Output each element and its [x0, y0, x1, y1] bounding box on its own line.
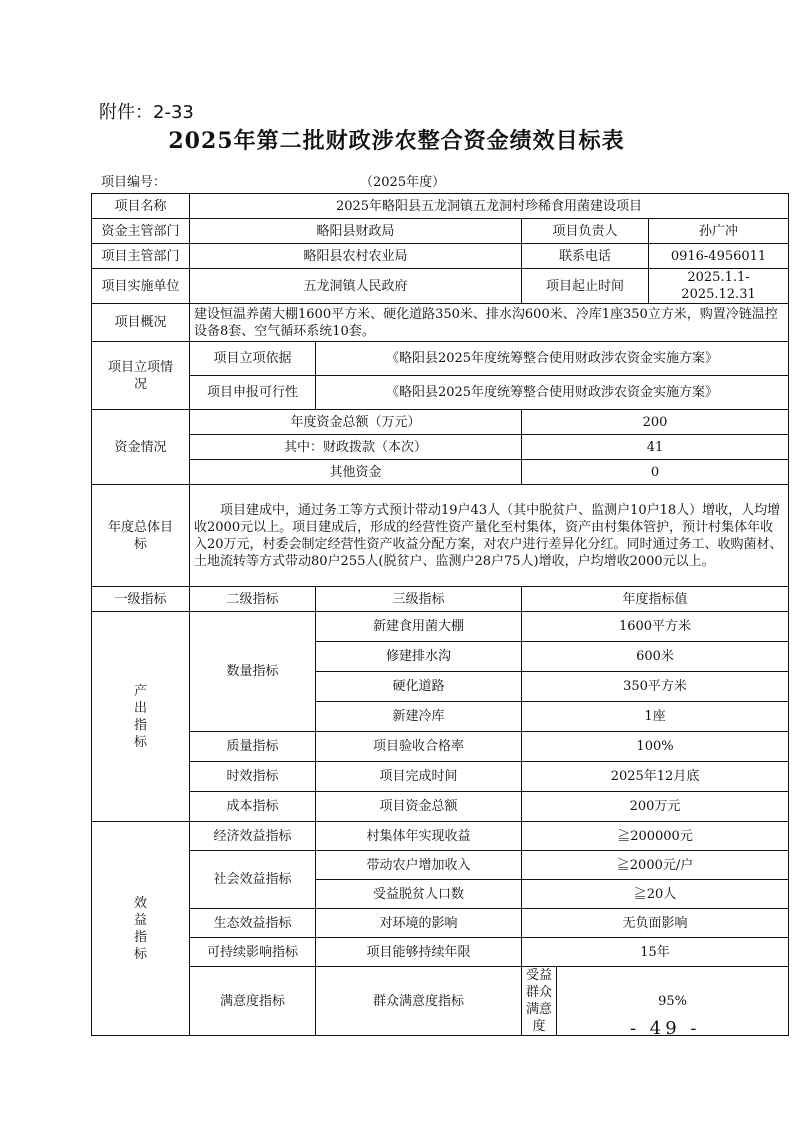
funds-total-value: 200	[522, 410, 789, 435]
sustain-indicator-label: 可持续影响指标	[190, 938, 316, 967]
cost-indicator-label: 成本指标	[190, 792, 316, 822]
indicator-name: 对环境的影响	[316, 909, 522, 938]
indicator-name: 受益脱贫人口数	[316, 880, 522, 909]
overview-label: 项目概况	[92, 304, 190, 342]
basis-value: 《略阳县2025年度统筹整合使用财政涉农资金实施方案》	[316, 342, 789, 376]
owner-label: 项目负责人	[522, 219, 649, 244]
table-row	[92, 194, 789, 219]
indicator-value: 200万元	[522, 792, 789, 822]
table-row	[92, 304, 789, 342]
project-name-label: 项目名称	[92, 194, 190, 219]
indicator-value: 15年	[522, 938, 789, 967]
indicator-name: 新建冷库	[316, 702, 522, 732]
table-row	[92, 219, 789, 244]
benefit-indicator-label: 效益指标	[92, 822, 190, 1036]
funds-total-label: 年度资金总额（万元）	[190, 410, 522, 435]
table-row	[92, 244, 789, 269]
indicator-name: 受益群众满意度	[522, 967, 557, 1036]
table-row	[92, 612, 789, 642]
indicator-value: 无负面影响	[522, 909, 789, 938]
owner-value: 孙广冲	[649, 219, 789, 244]
indicator-value: 600米	[522, 642, 789, 672]
indicator-name: 新建食用菌大棚	[316, 612, 522, 642]
funds-other-label: 其他资金	[190, 460, 522, 485]
approval-label: 项目立项情 况	[92, 342, 190, 410]
header-level1: 一级指标	[92, 587, 190, 612]
proj-dept-label: 项目主管部门	[92, 244, 190, 269]
economic-indicator-label: 经济效益指标	[190, 822, 316, 851]
indicator-name: 村集体年实现收益	[316, 822, 522, 851]
goal-label: 年度总体目 标	[92, 485, 190, 587]
proj-dept-value: 略阳县农村农业局	[190, 244, 522, 269]
indicator-value: ≧20人	[522, 880, 789, 909]
goal-value: 项目建成中，通过务工等方式预计带动19户43人（其中脱贫户、监测户10户18人）增收，人均增收2000元以上。项目建成后，形成的经营性资产量化至村集体，资产由村集体管护，预计村集体年收入20万元，村委会制定经营性资产收益分配方案，对农户进行差异化分红。同时通过务工、收购菌材、土地流转等方式带动80户255人(脱贫户、监测户28户75人)增收，户均增收2000元以上。	[190, 485, 789, 587]
table-row	[92, 792, 789, 822]
indicator-name: 项目资金总额	[316, 792, 522, 822]
satisfaction-sub-label: 群众满意度指标	[316, 967, 522, 1036]
indicator-value: 2025年12月底	[522, 762, 789, 792]
table-row	[92, 485, 789, 587]
year-label: （2025年度）	[360, 175, 446, 190]
table-row	[92, 732, 789, 762]
indicator-value: 95%	[557, 967, 789, 1036]
basis-label: 项目立项依据	[190, 342, 316, 376]
fund-dept-value: 略阳县财政局	[190, 219, 522, 244]
feasibility-value: 《略阳县2025年度统筹整合使用财政涉农资金实施方案》	[316, 376, 789, 410]
funds-other-value: 0	[522, 460, 789, 485]
table-row	[92, 909, 789, 938]
table-row	[92, 410, 789, 435]
project-number-label: 项目编号：	[101, 175, 167, 190]
indicator-value: ≧200000元	[522, 822, 789, 851]
quality-indicator-label: 质量指标	[190, 732, 316, 762]
project-name-value: 2025年略阳县五龙洞镇五龙洞村珍稀食用菌建设项目	[190, 194, 789, 219]
indicator-value: 350平方米	[522, 672, 789, 702]
indicator-value: 1600平方米	[522, 612, 789, 642]
timeliness-indicator-label: 时效指标	[190, 762, 316, 792]
header-level3: 三级指标	[316, 587, 522, 612]
table-row	[92, 762, 789, 792]
attachment-label: 附件：2-33	[99, 102, 194, 123]
table-row	[92, 342, 789, 376]
page-number: - 49 -	[630, 1018, 701, 1039]
indicator-value: 1座	[522, 702, 789, 732]
indicator-value: 100%	[522, 732, 789, 762]
fund-dept-label: 资金主管部门	[92, 219, 190, 244]
indicator-name: 带动农户增加收入	[316, 851, 522, 880]
table-row	[92, 938, 789, 967]
indicator-name: 硬化道路	[316, 672, 522, 702]
funds-label: 资金情况	[92, 410, 190, 485]
phone-label: 联系电话	[522, 244, 649, 269]
table-row	[92, 851, 789, 880]
table-row	[92, 376, 789, 410]
impl-unit-value: 五龙洞镇人民政府	[190, 269, 522, 304]
indicator-value: ≧2000元/户	[522, 851, 789, 880]
period-label: 项目起止时间	[522, 269, 649, 304]
output-indicator-label: 产出指标	[92, 612, 190, 822]
table-row	[92, 822, 789, 851]
period-value: 2025.1.1-2025.12.31	[649, 269, 789, 304]
performance-table	[91, 193, 789, 1036]
page-title: 2025年第二批财政涉农整合资金绩效目标表	[168, 128, 625, 154]
table-row	[92, 435, 789, 460]
table-row	[92, 460, 789, 485]
overview-value: 建设恒温养菌大棚1600平方米、硬化道路350米、排水沟600米、冷库1座350立方米，购置冷链温控设备8套、空气循环系统10套。	[190, 304, 789, 342]
indicator-name: 项目完成时间	[316, 762, 522, 792]
table-row	[92, 587, 789, 612]
phone-value: 0916-4956011	[649, 244, 789, 269]
quantity-indicator-label: 数量指标	[190, 612, 316, 732]
social-indicator-label: 社会效益指标	[190, 851, 316, 909]
indicator-name: 项目能够持续年限	[316, 938, 522, 967]
indicator-name: 项目验收合格率	[316, 732, 522, 762]
table-row	[92, 269, 789, 304]
funds-fiscal-label: 其中：财政拨款（本次）	[190, 435, 522, 460]
eco-indicator-label: 生态效益指标	[190, 909, 316, 938]
funds-fiscal-value: 41	[522, 435, 789, 460]
header-level2: 二级指标	[190, 587, 316, 612]
satisfaction-indicator-label: 满意度指标	[190, 967, 316, 1036]
feasibility-label: 项目申报可行性	[190, 376, 316, 410]
impl-unit-label: 项目实施单位	[92, 269, 190, 304]
header-target: 年度指标值	[522, 587, 789, 612]
indicator-name: 修建排水沟	[316, 642, 522, 672]
